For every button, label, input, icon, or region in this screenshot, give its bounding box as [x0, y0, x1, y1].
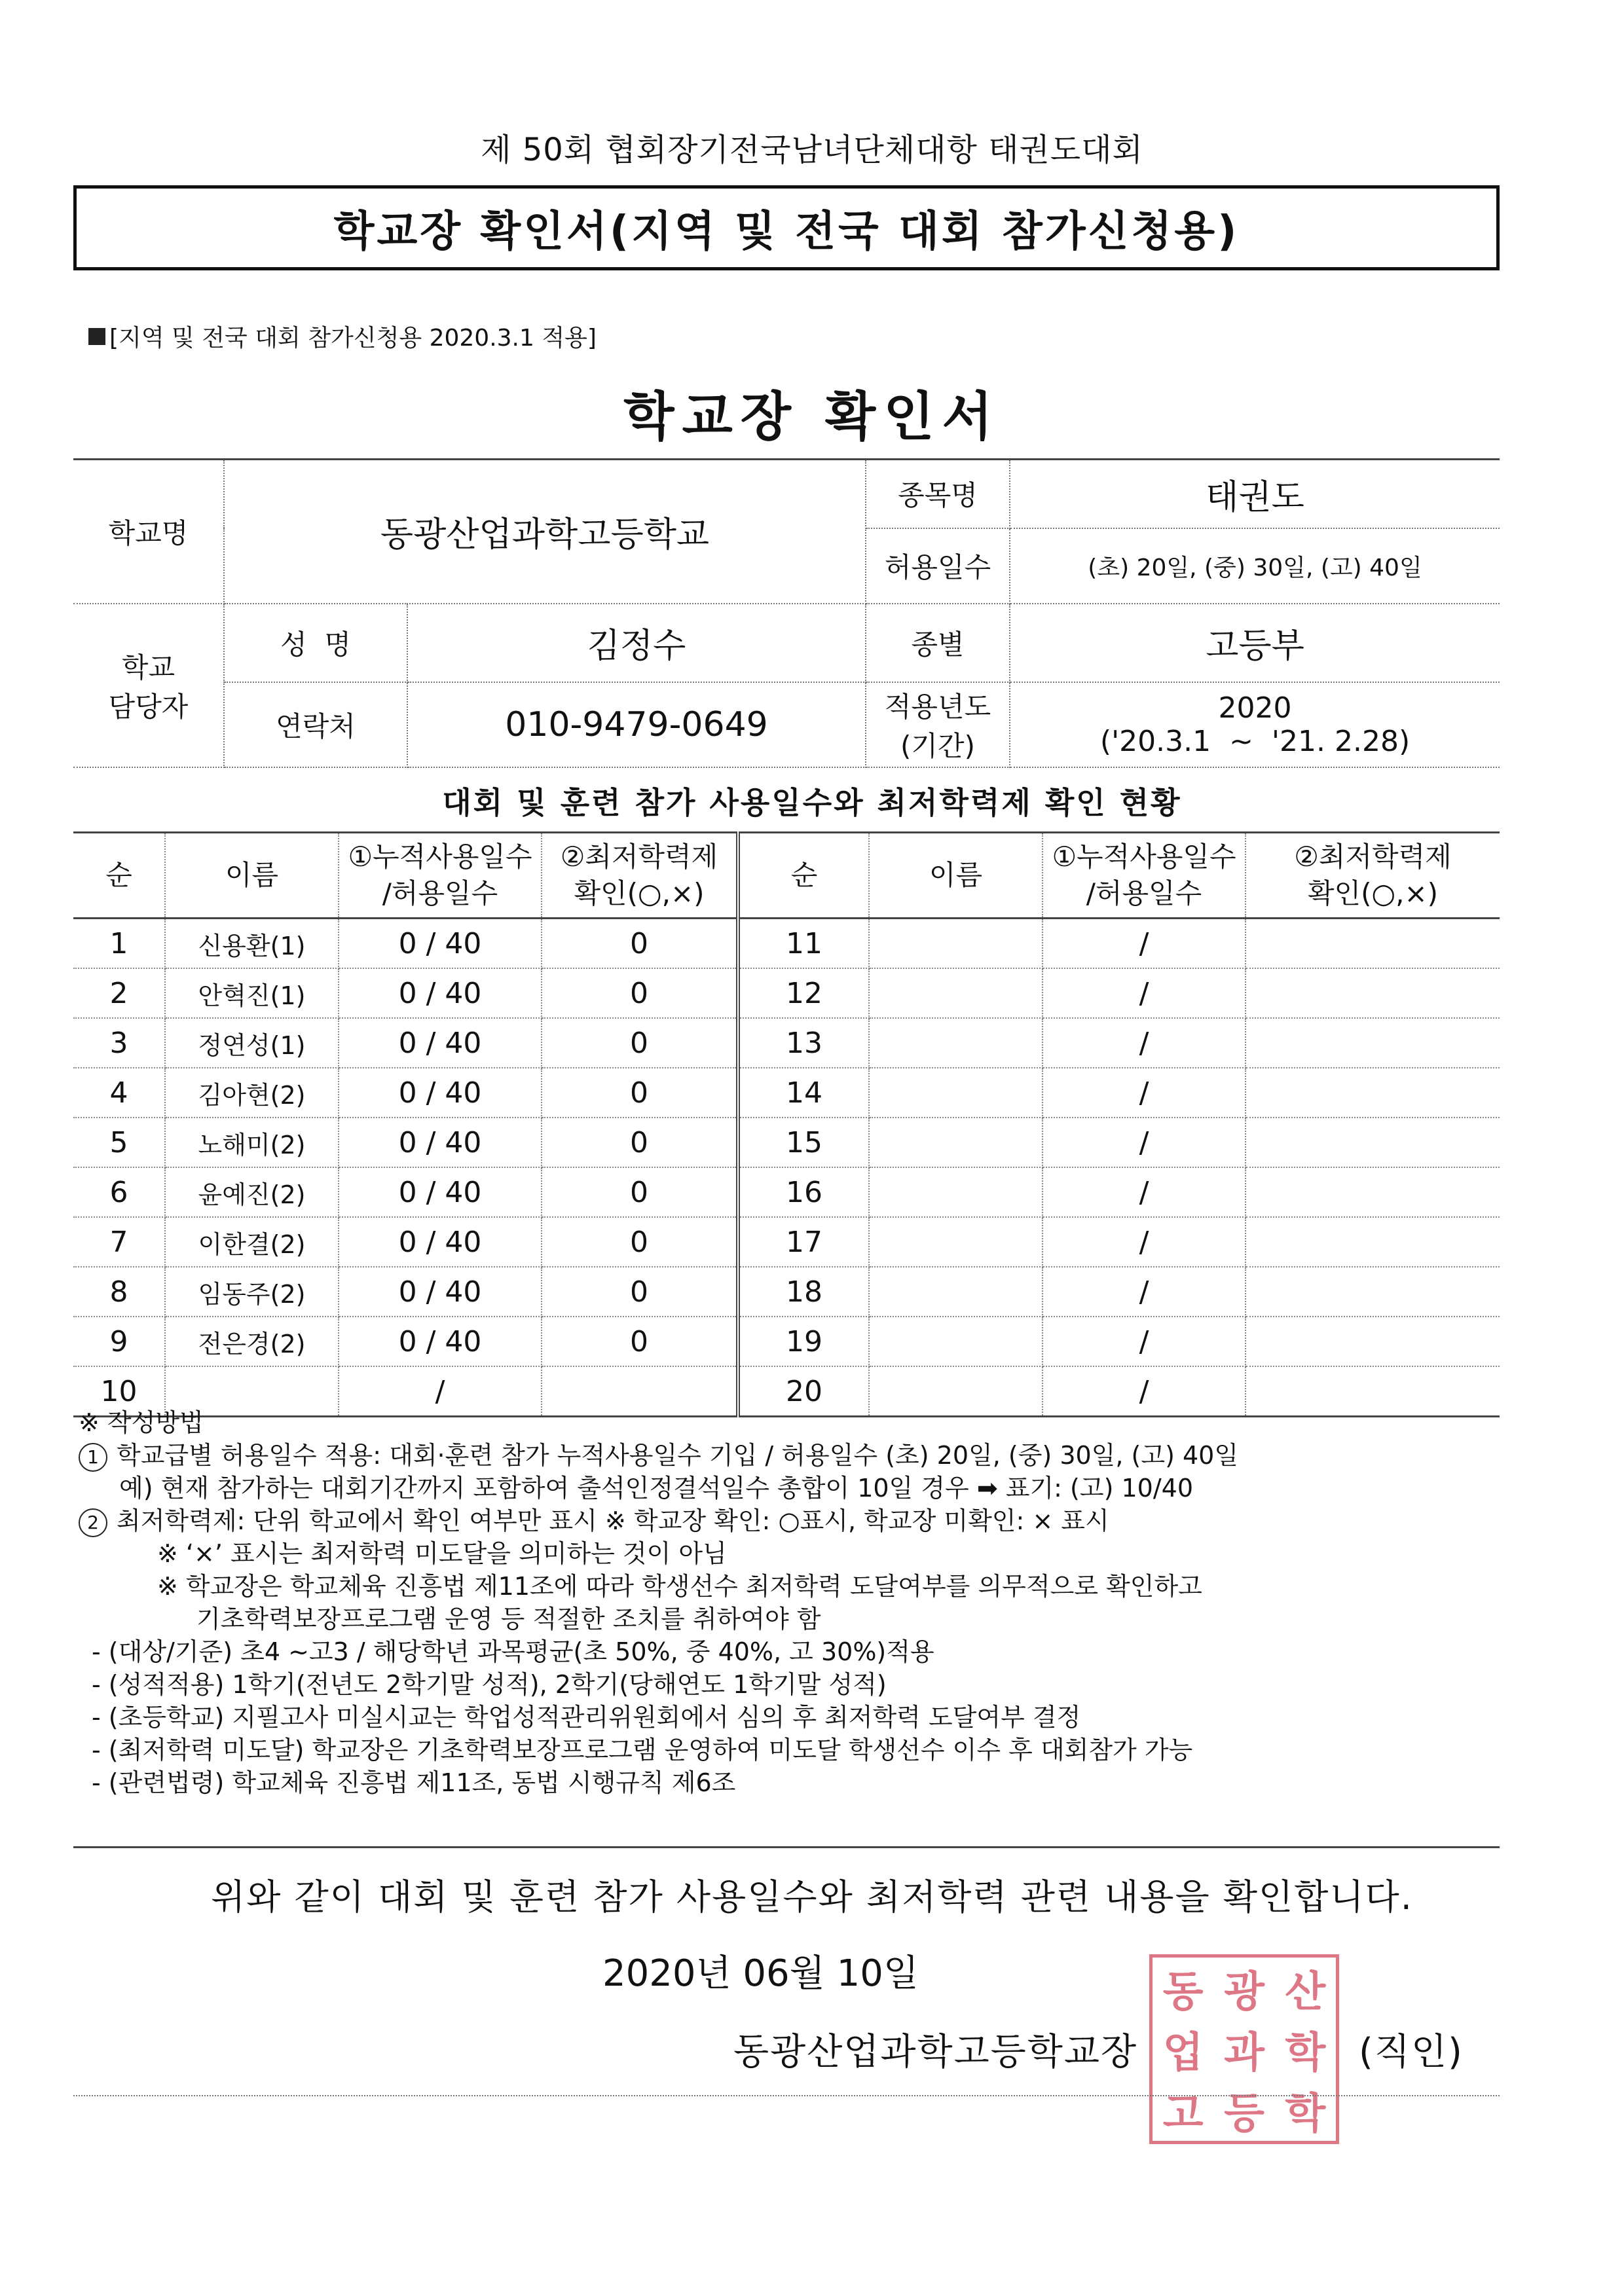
instructions-heading: ※ 작성방법: [79, 1408, 204, 1437]
student-name: [869, 1118, 1043, 1167]
seal-glyph: 광: [1224, 1967, 1264, 2016]
table-row: [73, 1118, 1500, 1167]
days-used: /: [1043, 1366, 1246, 1417]
circled-number-icon: 2: [79, 1508, 107, 1537]
sport-label: 종목명: [866, 460, 1010, 528]
header-days-line2: /허용일수: [1086, 877, 1202, 909]
allowed-days-value: (초) 20일, (중) 30일, (고) 40일: [1010, 528, 1500, 604]
days-used: 0 / 40: [339, 1317, 542, 1366]
days-used: /: [1043, 1068, 1246, 1118]
header-days-line2: /허용일수: [382, 877, 498, 909]
row-number: 11: [738, 919, 869, 969]
min-academic-check: 0: [542, 1018, 738, 1068]
table-row: [73, 919, 1500, 969]
division-label: 종별: [866, 604, 1010, 682]
min-academic-check: [1246, 1217, 1500, 1267]
header-days-line1: ①누적사용일수: [348, 841, 532, 873]
manager-name-value: 김정수: [407, 604, 866, 682]
seal-glyph: 업: [1162, 2028, 1204, 2077]
row-number: 3: [73, 1018, 165, 1068]
days-used: 0 / 40: [339, 1217, 542, 1267]
row-number: 6: [73, 1167, 165, 1217]
criteria-2: - (성적적용) 1학기(전년도 2학기말 성적), 2학기(당해연도 1학기말 성적): [92, 1670, 887, 1699]
row-number: 5: [73, 1118, 165, 1167]
header-min-line1: ②최저학력제: [1294, 841, 1452, 873]
min-academic-check: 0: [542, 919, 738, 969]
days-used: /: [1043, 1118, 1246, 1167]
main-title: 학교장 확인서: [623, 386, 1001, 447]
contact-value: 010-9479-0649: [407, 682, 866, 767]
bottom-divider: [73, 2095, 1500, 2096]
header-min-line2: 확인(○,×): [1307, 877, 1439, 909]
header-no-left: 순: [73, 833, 165, 919]
table-row: [73, 1317, 1500, 1366]
criteria-4: - (최저학력 미도달) 학교장은 기초학력보장프로그램 운영하여 미도달 학생선수 이수 후 대회참가 가능: [92, 1736, 1193, 1764]
student-name: 전은경(2): [165, 1317, 339, 1366]
table-row: [73, 1068, 1500, 1118]
days-used: /: [339, 1366, 542, 1417]
seal-label: (직인): [1359, 2031, 1464, 2073]
roster-table: [73, 831, 1500, 1417]
row-number: 8: [73, 1267, 165, 1317]
table-row: [73, 1018, 1500, 1068]
student-name: 김아현(2): [165, 1068, 339, 1118]
header-name-left: 이름: [165, 833, 339, 919]
document-title-box: [73, 185, 1500, 270]
seal-glyph: 학: [1285, 2028, 1326, 2077]
header-min-line1: ②최저학력제: [560, 841, 718, 873]
row-number: 20: [738, 1366, 869, 1417]
period-label-line1: 적용년도: [884, 690, 991, 723]
days-used: 0 / 40: [339, 1068, 542, 1118]
student-name: 노해미(2): [165, 1118, 339, 1167]
days-used: /: [1043, 919, 1246, 969]
row-number: 7: [73, 1217, 165, 1267]
confirmation-statement: 위와 같이 대회 및 훈련 참가 사용일수와 최저학력 관련 내용을 확인합니다.: [211, 1876, 1413, 1918]
instruction-item-1: [79, 1439, 1519, 1472]
min-academic-check: [1246, 1018, 1500, 1068]
min-academic-check: [1246, 1167, 1500, 1217]
min-academic-check: 0: [542, 1317, 738, 1366]
seal-glyph: 과: [1224, 2028, 1264, 2077]
instruction-text: 학교급별 허용일수 적용: 대회·훈련 참가 누적사용일수 기입 / 허용일수 (초) 20일, (중) 30일, (고) 40일: [117, 1441, 1239, 1470]
header-days-right: [1043, 833, 1246, 919]
criteria-3: - (초등학교) 지필고사 미실시교는 학업성적관리위원회에서 심의 후 최저학력 도달여부 결정: [92, 1703, 1081, 1732]
header-name-right: 이름: [869, 833, 1043, 919]
days-used: 0 / 40: [339, 1167, 542, 1217]
instruction-note-1: ※ ‘×’ 표시는 최저학력 미도달을 의미하는 것이 아님: [157, 1539, 727, 1568]
row-number: 9: [73, 1317, 165, 1366]
applicability-note-text: [지역 및 전국 대회 참가신청용 2020.3.1 적용]: [109, 325, 597, 352]
student-name: [869, 1068, 1043, 1118]
student-name: 임동주(2): [165, 1267, 339, 1317]
min-academic-check: [1246, 919, 1500, 969]
principal-title: 동광산업과학고등학교장: [733, 2031, 1138, 2073]
row-number: 13: [738, 1018, 869, 1068]
event-title: 제 50회 협회장기전국남녀단체대항 태권도대회: [481, 132, 1143, 168]
min-academic-check: [1246, 1068, 1500, 1118]
header-min-right: [1246, 833, 1500, 919]
student-name: [869, 1217, 1043, 1267]
roster-body: [73, 919, 1500, 1417]
period-year: 2020: [1218, 691, 1292, 725]
criteria-5: - (관련법령) 학교체육 진흥법 제11조, 동법 시행규칙 제6조: [92, 1768, 736, 1797]
signing-date: 2020년 06월 10일: [602, 1952, 919, 1995]
days-used: 0 / 40: [339, 919, 542, 969]
table-row: [73, 1217, 1500, 1267]
manager-label: [73, 604, 224, 767]
manager-label-line1: 학교: [121, 651, 175, 683]
row-number: 4: [73, 1068, 165, 1118]
instruction-note-2: ※ 학교장은 학교체육 진흥법 제11조에 따라 학생선수 최저학력 도달여부를 의무적으로 확인하고: [157, 1572, 1202, 1601]
min-academic-check: 0: [542, 1118, 738, 1167]
student-name: [869, 919, 1043, 969]
header-days-line1: ①누적사용일수: [1052, 841, 1236, 873]
min-academic-check: [1246, 1317, 1500, 1366]
document-title: 학교장 확인서(지역 및 전국 대회 참가신청용): [333, 208, 1240, 256]
student-name: [869, 1267, 1043, 1317]
row-number: 15: [738, 1118, 869, 1167]
days-used: /: [1043, 1167, 1246, 1217]
seal-glyph: 동: [1162, 1967, 1204, 2016]
header-days-left: [339, 833, 542, 919]
criteria-1: - (대상/기준) 초4 ~고3 / 해당학년 과목평균(초 50%, 중 40%, 고 30%)적용: [92, 1637, 934, 1666]
row-number: 19: [738, 1317, 869, 1366]
days-used: 0 / 40: [339, 1018, 542, 1068]
days-used: /: [1043, 1317, 1246, 1366]
division-value: 고등부: [1010, 604, 1500, 682]
min-academic-check: [1246, 1267, 1500, 1317]
school-info-table: [73, 458, 1500, 768]
student-name: 신용환(1): [165, 919, 339, 969]
contact-label: 연락처: [224, 682, 407, 767]
period-value: [1010, 682, 1500, 767]
student-name: [869, 968, 1043, 1018]
row-number: 18: [738, 1267, 869, 1317]
instruction-example: 예) 현재 참가하는 대회기간까지 포함하여 출석인정결석일수 총합이 10일 경우 ➡ 표기: (고) 10/40: [119, 1474, 1194, 1503]
header-no-right: 순: [738, 833, 869, 919]
min-academic-check: 0: [542, 1267, 738, 1317]
row-number: 14: [738, 1068, 869, 1118]
instructions: [79, 1406, 1519, 1799]
period-label-line2: (기간): [900, 729, 975, 762]
allowed-days-label: 허용일수: [866, 528, 1010, 604]
days-used: 0 / 40: [339, 1118, 542, 1167]
circled-number-icon: 1: [79, 1443, 107, 1472]
table-row: [73, 968, 1500, 1018]
row-number: 2: [73, 968, 165, 1018]
student-name: 윤예진(2): [165, 1167, 339, 1217]
row-number: 1: [73, 919, 165, 969]
row-number: 12: [738, 968, 869, 1018]
table-row: [73, 1267, 1500, 1317]
min-academic-check: 0: [542, 1068, 738, 1118]
min-academic-check: [1246, 968, 1500, 1018]
min-academic-check: 0: [542, 968, 738, 1018]
instruction-item-2: [79, 1504, 1519, 1537]
row-number: 17: [738, 1217, 869, 1267]
header-min-left: [542, 833, 738, 919]
header-min-line2: 확인(○,×): [574, 877, 705, 909]
square-bullet-icon: [88, 328, 105, 345]
student-name: [869, 1018, 1043, 1068]
days-used: /: [1043, 1018, 1246, 1068]
min-academic-check: [1246, 1118, 1500, 1167]
student-name: [869, 1167, 1043, 1217]
instruction-note-3: 기초학력보장프로그램 운영 등 적절한 조치를 취하여야 함: [196, 1605, 821, 1633]
seal-glyph: 학: [1285, 2090, 1326, 2139]
student-name: 정연성(1): [165, 1018, 339, 1068]
days-used: /: [1043, 968, 1246, 1018]
name-label: 성 명: [224, 604, 407, 682]
applicability-note: [88, 319, 597, 353]
days-used: 0 / 40: [339, 968, 542, 1018]
days-used: /: [1043, 1217, 1246, 1267]
seal-glyph: 등: [1224, 2090, 1264, 2139]
seal-glyph: 고: [1162, 2090, 1204, 2139]
days-used: 0 / 40: [339, 1267, 542, 1317]
min-academic-check: 0: [542, 1217, 738, 1267]
instruction-text: 최저학력제: 단위 학교에서 확인 여부만 표시 ※ 학교장 확인: ○표시, 학교장 미확인: × 표시: [117, 1506, 1109, 1535]
student-name: 안혁진(1): [165, 968, 339, 1018]
student-name: 이한결(2): [165, 1217, 339, 1267]
roster-title: 대회 및 훈련 참가 사용일수와 최저학력제 확인 현황: [442, 785, 1182, 820]
official-seal: [1149, 1954, 1339, 2144]
table-row: [73, 1167, 1500, 1217]
row-number: 10: [73, 1366, 165, 1417]
divider: [73, 1846, 1500, 1848]
sport-value: 태권도: [1010, 460, 1500, 528]
school-name-label: 학교명: [73, 460, 224, 604]
seal-glyph: 산: [1285, 1967, 1326, 2016]
school-name-value: 동광산업과학고등학교: [224, 460, 866, 604]
period-range: ('20.3.1 ~ '21. 2.28): [1099, 724, 1411, 758]
manager-label-line2: 담당자: [108, 690, 189, 723]
row-number: 16: [738, 1167, 869, 1217]
period-label: [866, 682, 1010, 767]
student-name: [869, 1317, 1043, 1366]
days-used: /: [1043, 1267, 1246, 1317]
min-academic-check: 0: [542, 1167, 738, 1217]
